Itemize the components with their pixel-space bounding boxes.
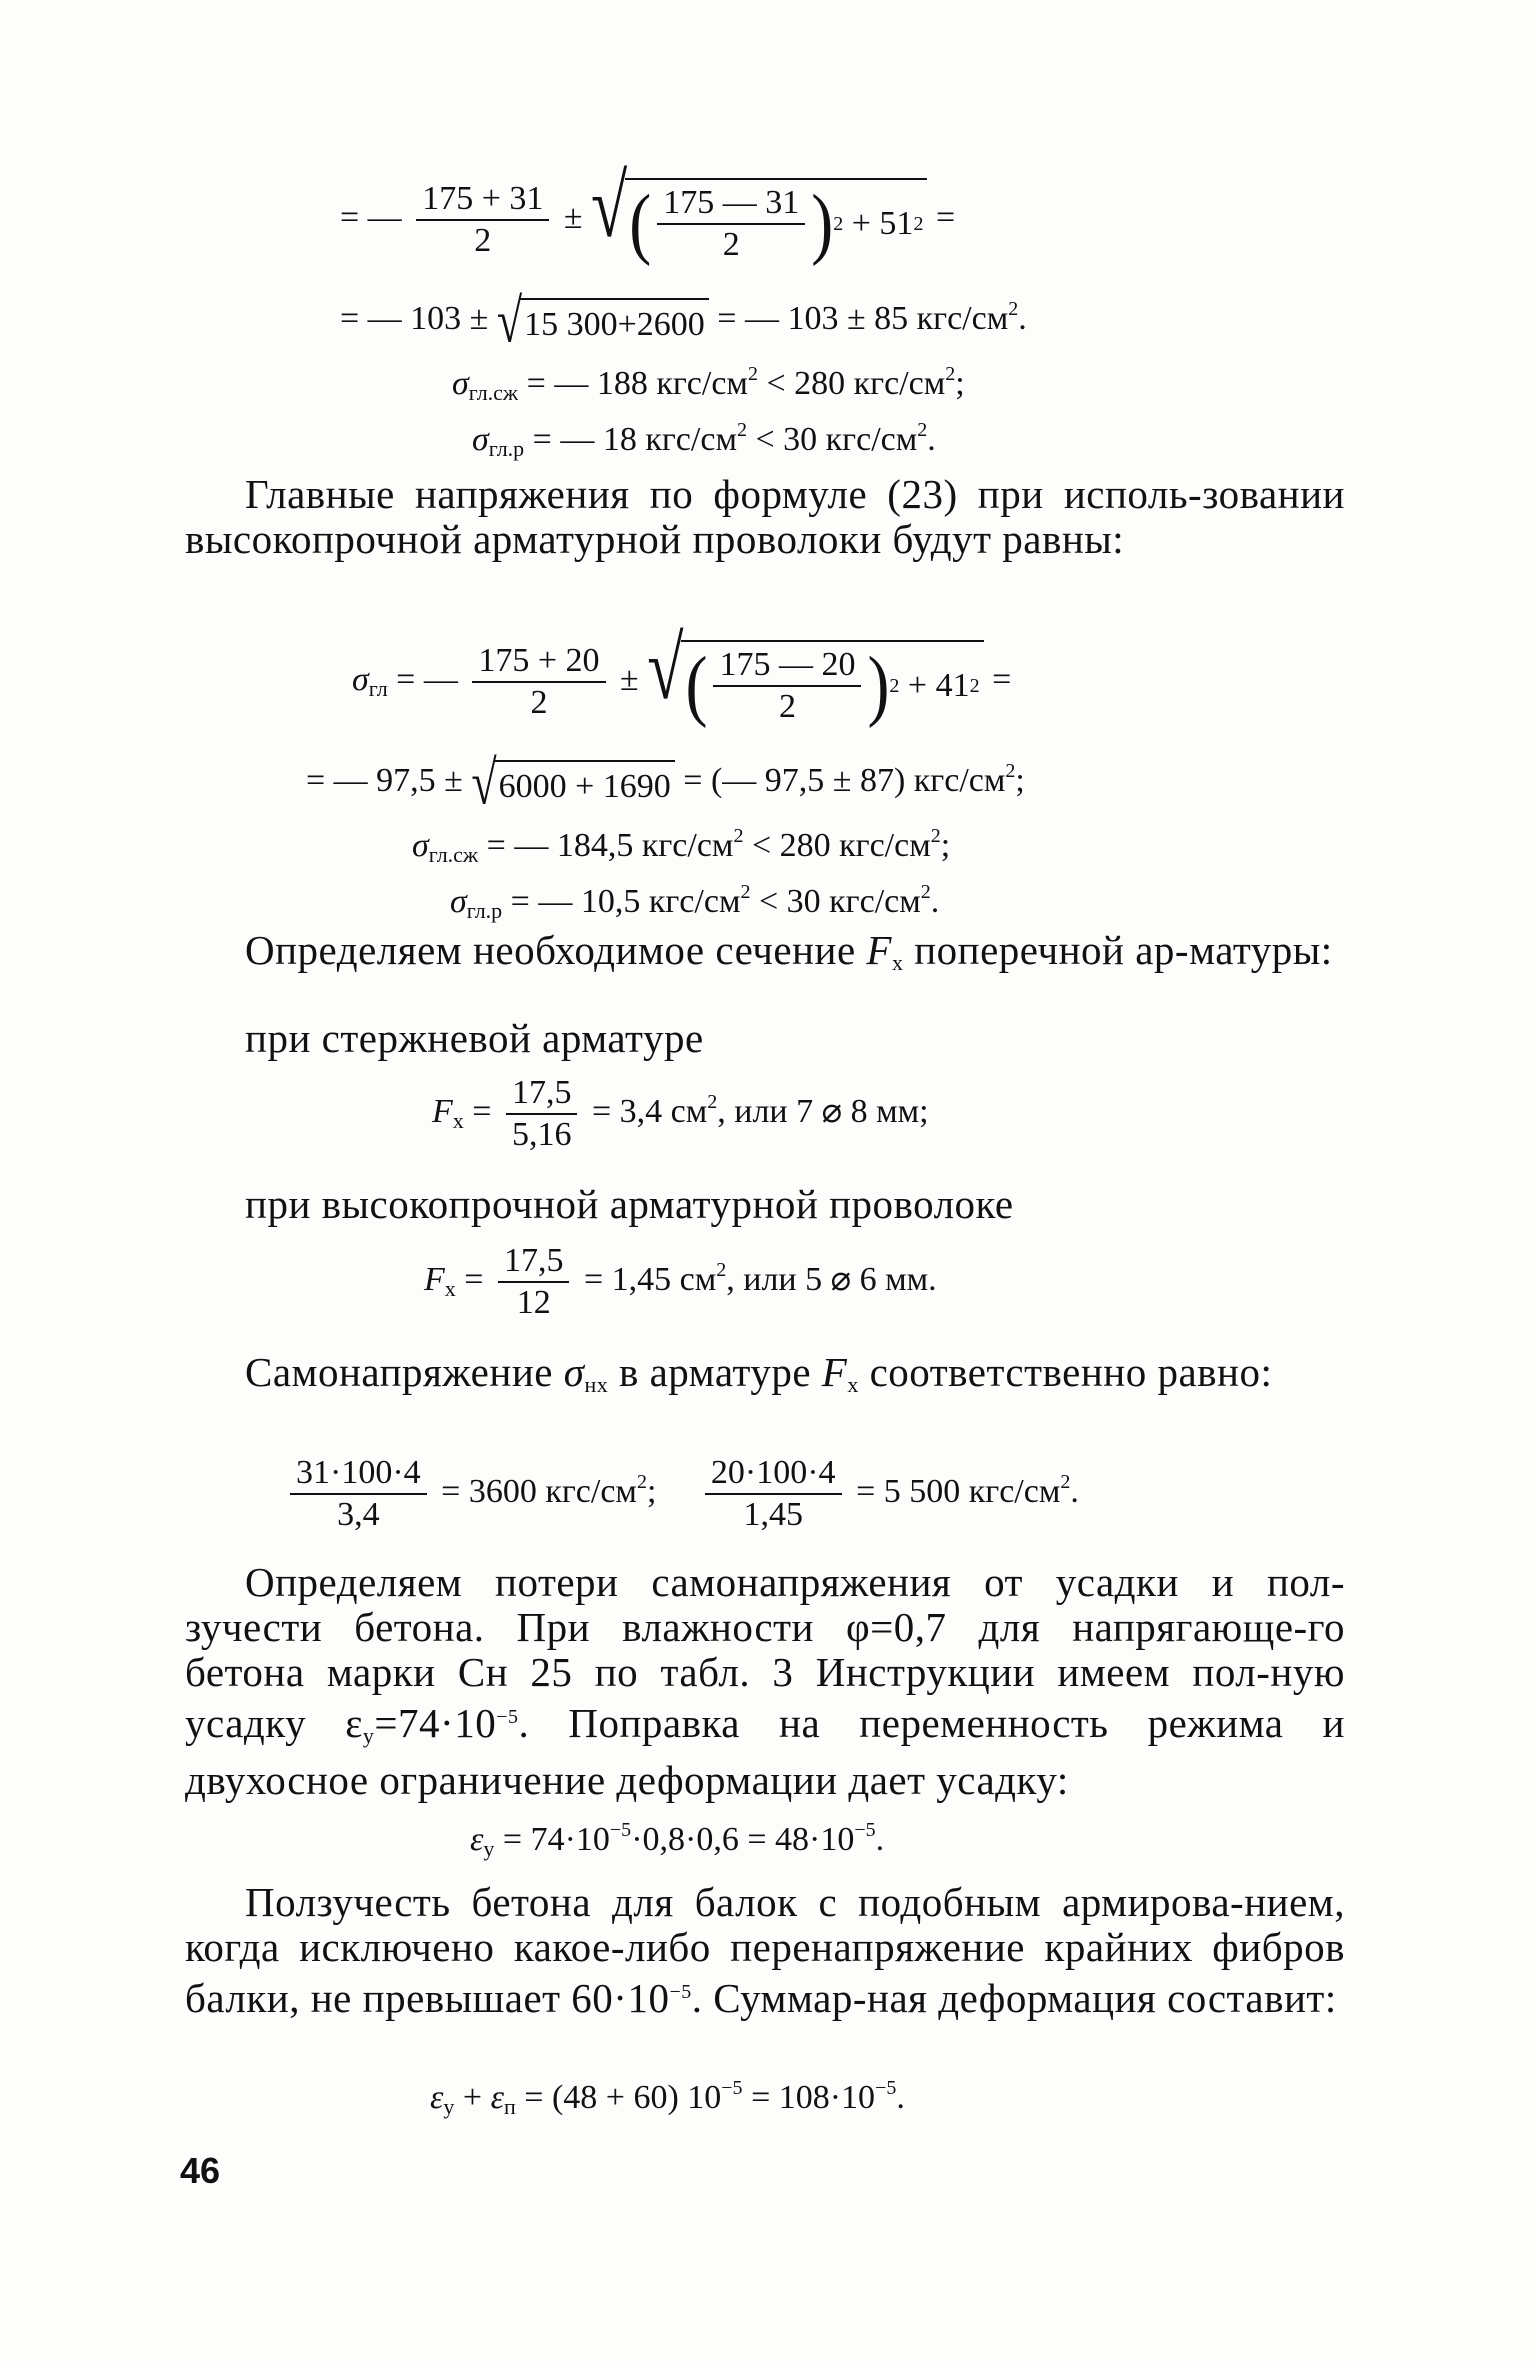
punct: ; [1015,761,1025,799]
numerator: 175 + 31 [416,182,549,221]
exponent: 2 [740,881,751,903]
left-paren: ( [685,641,708,730]
radicand: 15 300+2600 [520,298,709,344]
f-symbol: F [821,1349,848,1395]
text-run: Определяем необходимое сечение [245,927,856,973]
subscript: у [483,1836,495,1861]
sigma-symbol: σ [563,1349,585,1395]
exponent: 2 [733,825,744,847]
subscript: x [847,1372,859,1397]
equation-principal-stress-expansion [340,157,956,268]
paragraph-cross-section [185,928,1345,985]
numerator: 17,5 [506,1076,578,1115]
equation-tensile-stress [472,420,936,460]
equation-fx-wire: $F_x$ = $\frac{17,5}{12}$ = 1,45 $см^2$, или 5 ⌀ 6 мм. [424,1242,937,1321]
numerator: 17,5 [498,1244,570,1283]
exponent: 2 [833,213,844,235]
eq-text: = 1,45 см [583,1260,717,1298]
exponent: −5 [669,1981,692,2003]
fraction [506,1076,578,1152]
numerator: 175 — 31 [657,186,805,225]
exponent: 2 [1005,759,1016,782]
exponent: 2 [913,213,924,235]
denominator: 2 [530,684,548,721]
denominator: 1,45 [743,1496,803,1533]
subscript: нх [584,1372,609,1397]
paragraph-self-stress [185,1350,1345,1407]
eq-lead: = — [396,660,458,698]
eq-text: < 280 кгс/см [751,827,931,864]
radical-icon: √ [591,157,628,257]
text-run: . Поправка на переменность режима и двухосное ограничение деформации дает усадку: [185,1700,1345,1803]
eq-text: , или 7 ⌀ 8 мм; [717,1092,929,1130]
fraction [290,1456,427,1532]
numerator: 175 + 20 [472,644,605,683]
numerator: 175 — 20 [713,648,861,687]
radicand [681,640,983,730]
sigma-symbol: σ [472,421,489,458]
eq-text: = — 184,5 кгс/см [486,827,734,864]
sigma-symbol: σ [452,365,469,402]
epsilon-symbol: ε [490,2079,504,2116]
paragraph-wire-reinforcement: при высокопрочной арматурной проволоке [245,1181,1014,1227]
denominator: 12 [516,1284,551,1321]
exponent: −5 [496,1706,519,1728]
sigma-symbol: σ [352,660,369,698]
subscript: x [891,950,904,975]
square-root [496,285,709,355]
fraction [657,186,805,262]
eq-text: = 5 500 кгс/см [856,1472,1061,1510]
eq-lead: = — 103 ± [340,299,489,337]
equals: = [992,660,1012,698]
eq-text: = — 10,5 кгс/см [510,883,741,920]
numerator: 31·100·4 [290,1456,427,1495]
radical-icon: √ [471,747,497,817]
text-run: Ползучесть бетона для балок с подобным армирова-нием, когда исключено какое-либо перенапряжение крайних фибров балки, не превышает 60·10 [185,1879,1345,2021]
text-run: соответственно равно: [869,1349,1273,1395]
epsilon-symbol: ε [470,1821,484,1858]
denominator: 3,4 [337,1496,380,1533]
eq-result: = (— 97,5 ± 87) кгс/см [683,761,1006,799]
equation-tensile-stress-wire [450,882,939,922]
right-paren: ) [867,641,890,730]
square-root [647,619,983,730]
equation-compressive-stress-wire [412,826,950,866]
equation-numeric-wire [306,747,1025,817]
sigma-symbol: σ [450,883,467,920]
denominator: 2 [778,688,796,725]
plus: + [462,2079,483,2116]
punct: ; [940,827,951,864]
punct: . [1070,1472,1079,1510]
f-symbol: F [424,1260,445,1298]
numerator: 20·100·4 [705,1456,842,1495]
punct: . [930,883,940,920]
eq-text: = 108·10 [751,2079,876,2116]
eq-text: < 280 кгс/см [766,365,946,402]
radicand: 6000 + 1690 [495,760,675,806]
denominator: 5,16 [511,1116,572,1153]
eq-text: < 30 кгс/см [758,883,921,920]
subscript: x [452,1107,464,1133]
f-symbol: F [432,1092,453,1130]
exponent: 2 [889,675,900,697]
eq-text: = 3600 кгс/см [441,1472,637,1510]
denominator: 2 [474,222,492,259]
eq-text: = — 18 кгс/см [532,421,737,458]
exponent: 2 [930,825,941,847]
fraction [498,1244,570,1320]
exponent: 2 [636,1470,647,1493]
eq-text: , или 5 ⌀ 6 мм. [726,1260,937,1298]
right-paren: ) [811,179,834,268]
text-run: поперечной ар-матуры: [914,927,1333,973]
equation-numeric [340,285,1027,355]
eq-text: = (48 + 60) 10 [524,2079,722,2116]
epsilon-symbol: ε [430,2079,444,2116]
equation-fx-rod: $F_x$ = $\frac{17,5}{5,16}$ = 3,4 $см^2$, или 7 ⌀ 8 мм; [432,1074,929,1153]
subscript: п [504,2094,516,2119]
punct: . [927,421,936,458]
subscript: x [444,1275,456,1301]
exponent: 2 [707,1090,718,1113]
exponent: −5 [854,1819,876,1841]
punct: ; [646,1472,657,1510]
eq-lead: = — 97,5 ± [306,761,463,799]
denominator: 2 [722,226,740,263]
eq-text: = 3,4 см [591,1092,708,1130]
text-run: Самонапряжение [245,1349,553,1395]
punct: ; [955,365,965,402]
equation-self-stress-values [284,1456,1079,1532]
fraction [705,1456,842,1532]
equals: = [935,198,956,236]
page-number: 46 [180,2150,221,2191]
punct: . [1018,299,1027,337]
eq-text: = 74·10 [502,1821,610,1858]
f-symbol: F [866,927,892,973]
paragraph-rod-reinforcement: при стержневой арматуре [245,1015,704,1061]
text-run: . Суммар-ная деформация составит: [691,1975,1337,2021]
fraction [472,644,605,720]
exponent: 2 [747,363,758,385]
exponent: 2 [917,419,928,441]
subscript: гл.р [488,436,525,461]
fraction [713,648,861,724]
subscript: гл.сж [428,842,479,867]
subscript: гл.р [466,898,503,923]
paragraph-creep [185,1880,1345,2021]
subscript: у [362,1723,375,1748]
sigma-symbol: σ [412,827,429,864]
eq-text: < 30 кгс/см [755,421,918,458]
exponent: 2 [1008,297,1019,320]
paragraph-principal-stresses: Главные напряжения по формуле (23) при исполь-зовании высокопрочной арматурной проволоки будут равны: [185,471,1345,562]
exponent: 2 [969,675,980,697]
left-paren: ( [629,179,652,268]
exponent: 2 [1060,1470,1071,1493]
radicand [625,178,927,268]
equation-principal-stress-wire [352,619,1012,730]
exponent: 2 [736,419,747,441]
text-run: в арматуре [618,1349,812,1395]
subscript: гл [368,675,388,701]
plus-term: + 41 [907,667,970,704]
equation-total-deformation [430,2078,905,2118]
subscript: у [443,2094,455,2119]
eq-text: ·0,8·0,6 = 48·10 [631,1821,855,1858]
equation-compressive-stress [452,364,965,404]
plus-minus: ± [620,660,639,698]
eq-lead: = — [340,198,402,236]
punct: . [875,1821,885,1858]
text-run: =74·10 [374,1700,497,1746]
exponent: −5 [609,1819,632,1841]
plus-minus: ± [563,198,583,236]
eq-result: = — 103 ± 85 кгс/см [717,299,1009,337]
exponent: 2 [920,881,931,903]
equation-shrinkage [470,1820,884,1860]
radical-icon: √ [496,285,523,355]
exponent: −5 [721,2077,743,2099]
text-run: Определяем потери самонапряжения от усадки и пол-зучести бетона. При влажности φ=0,7 для напрягающе-го бетона марки Сн 25 по табл. 3 Инструкции имеем пол-ную усадку ε [185,1559,1345,1746]
paragraph-shrinkage-losses [185,1560,1345,1803]
punct: . [896,2079,905,2116]
fraction [416,182,549,258]
exponent: 2 [716,1258,727,1281]
eq-text: = — 188 кгс/см [526,365,748,402]
plus-term: + 51 [851,205,914,242]
subscript: гл.сж [468,380,519,405]
exponent: 2 [945,363,956,385]
square-root [471,747,674,817]
square-root [591,157,927,268]
radical-icon: √ [647,619,684,719]
exponent: −5 [875,2077,897,2099]
